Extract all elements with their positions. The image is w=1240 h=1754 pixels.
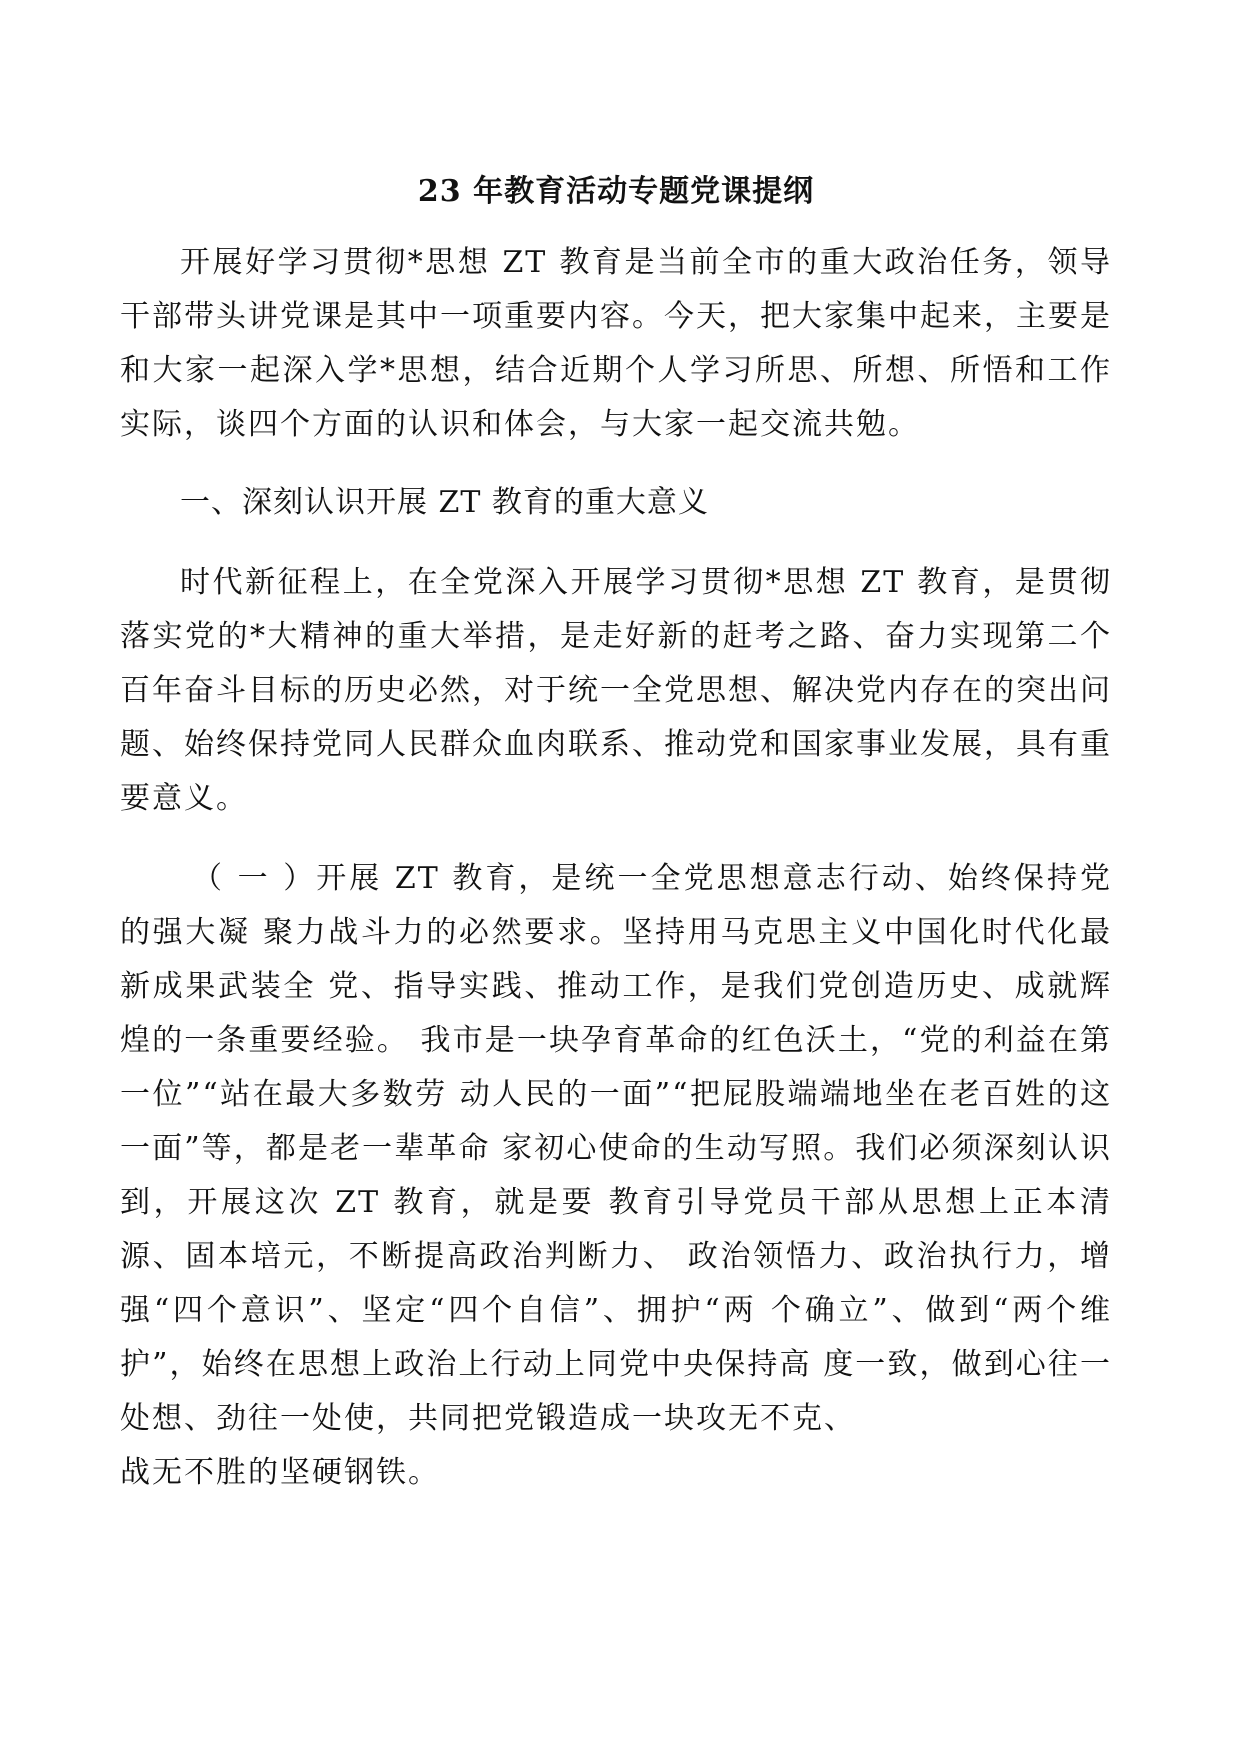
subsection-1-paragraph: （ 一 ）开展 ZT 教育，是统一全党思想意志行动、始终保持党的强大凝 聚力战斗力的必然要求。坚持用马克思主义中国化时代化最新成果武装全 党、指导实践、推动工作，是我们党创造历史、成就辉煌的一条重要经验。 我市是一块孕育革命的红色沃土，“党的利益在第一位”“站在最大多数劳 动人民的一面”“把屁股端端地坐在老百姓的这一面”等，都是老一辈革命 家初心使命的生动写照。我们必须深刻认识到，开展这次 ZT 教育，就是要 教育引导党员干部从思想上正本清源、固本培元，不断提高政治判断力、 政治领悟力、政治执行力，增强“四个意识”、坚定“四个自信”、拥护“两 个确立”、做到“两个维护”，始终在思想上政治上行动上同党中央保持高 度一致，做到心往一处想、劲往一处使，共同把党锻造成一块攻无不克、 bbox=[120, 861, 1112, 1436]
document-title: 23 年教育活动专题党课提纲 bbox=[417, 174, 815, 209]
section-1-paragraph: 时代新征程上，在全党深入开展学习贯彻*思想 ZT 教育，是贯彻落实党的*大精神的重大举措，是走好新的赶考之路、奋力实现第二个百年奋斗目标的历史必然，对于统一全党思想、解决党内存在的突出问题、始终保持党同人民群众血肉联系、推动党和国家事业发展，具有重要意义。 bbox=[120, 565, 1112, 816]
subsection-1-tail-line: 战无不胜的坚硬钢铁。 bbox=[120, 1455, 440, 1490]
intro-paragraph: 开展好学习贯彻*思想 ZT 教育是当前全市的重大政治任务，领导干部带头讲党课是其中一项重要内容。今天，把大家集中起来，主要是和大家一起深入学*思想，结合近期个人学习所思、所想、所悟和工作实际，谈四个方面的认识和体会，与大家一起交流共勉。 bbox=[120, 245, 1112, 442]
section-heading-1: 一、深刻认识开展 ZT 教育的重大意义 bbox=[180, 485, 709, 520]
